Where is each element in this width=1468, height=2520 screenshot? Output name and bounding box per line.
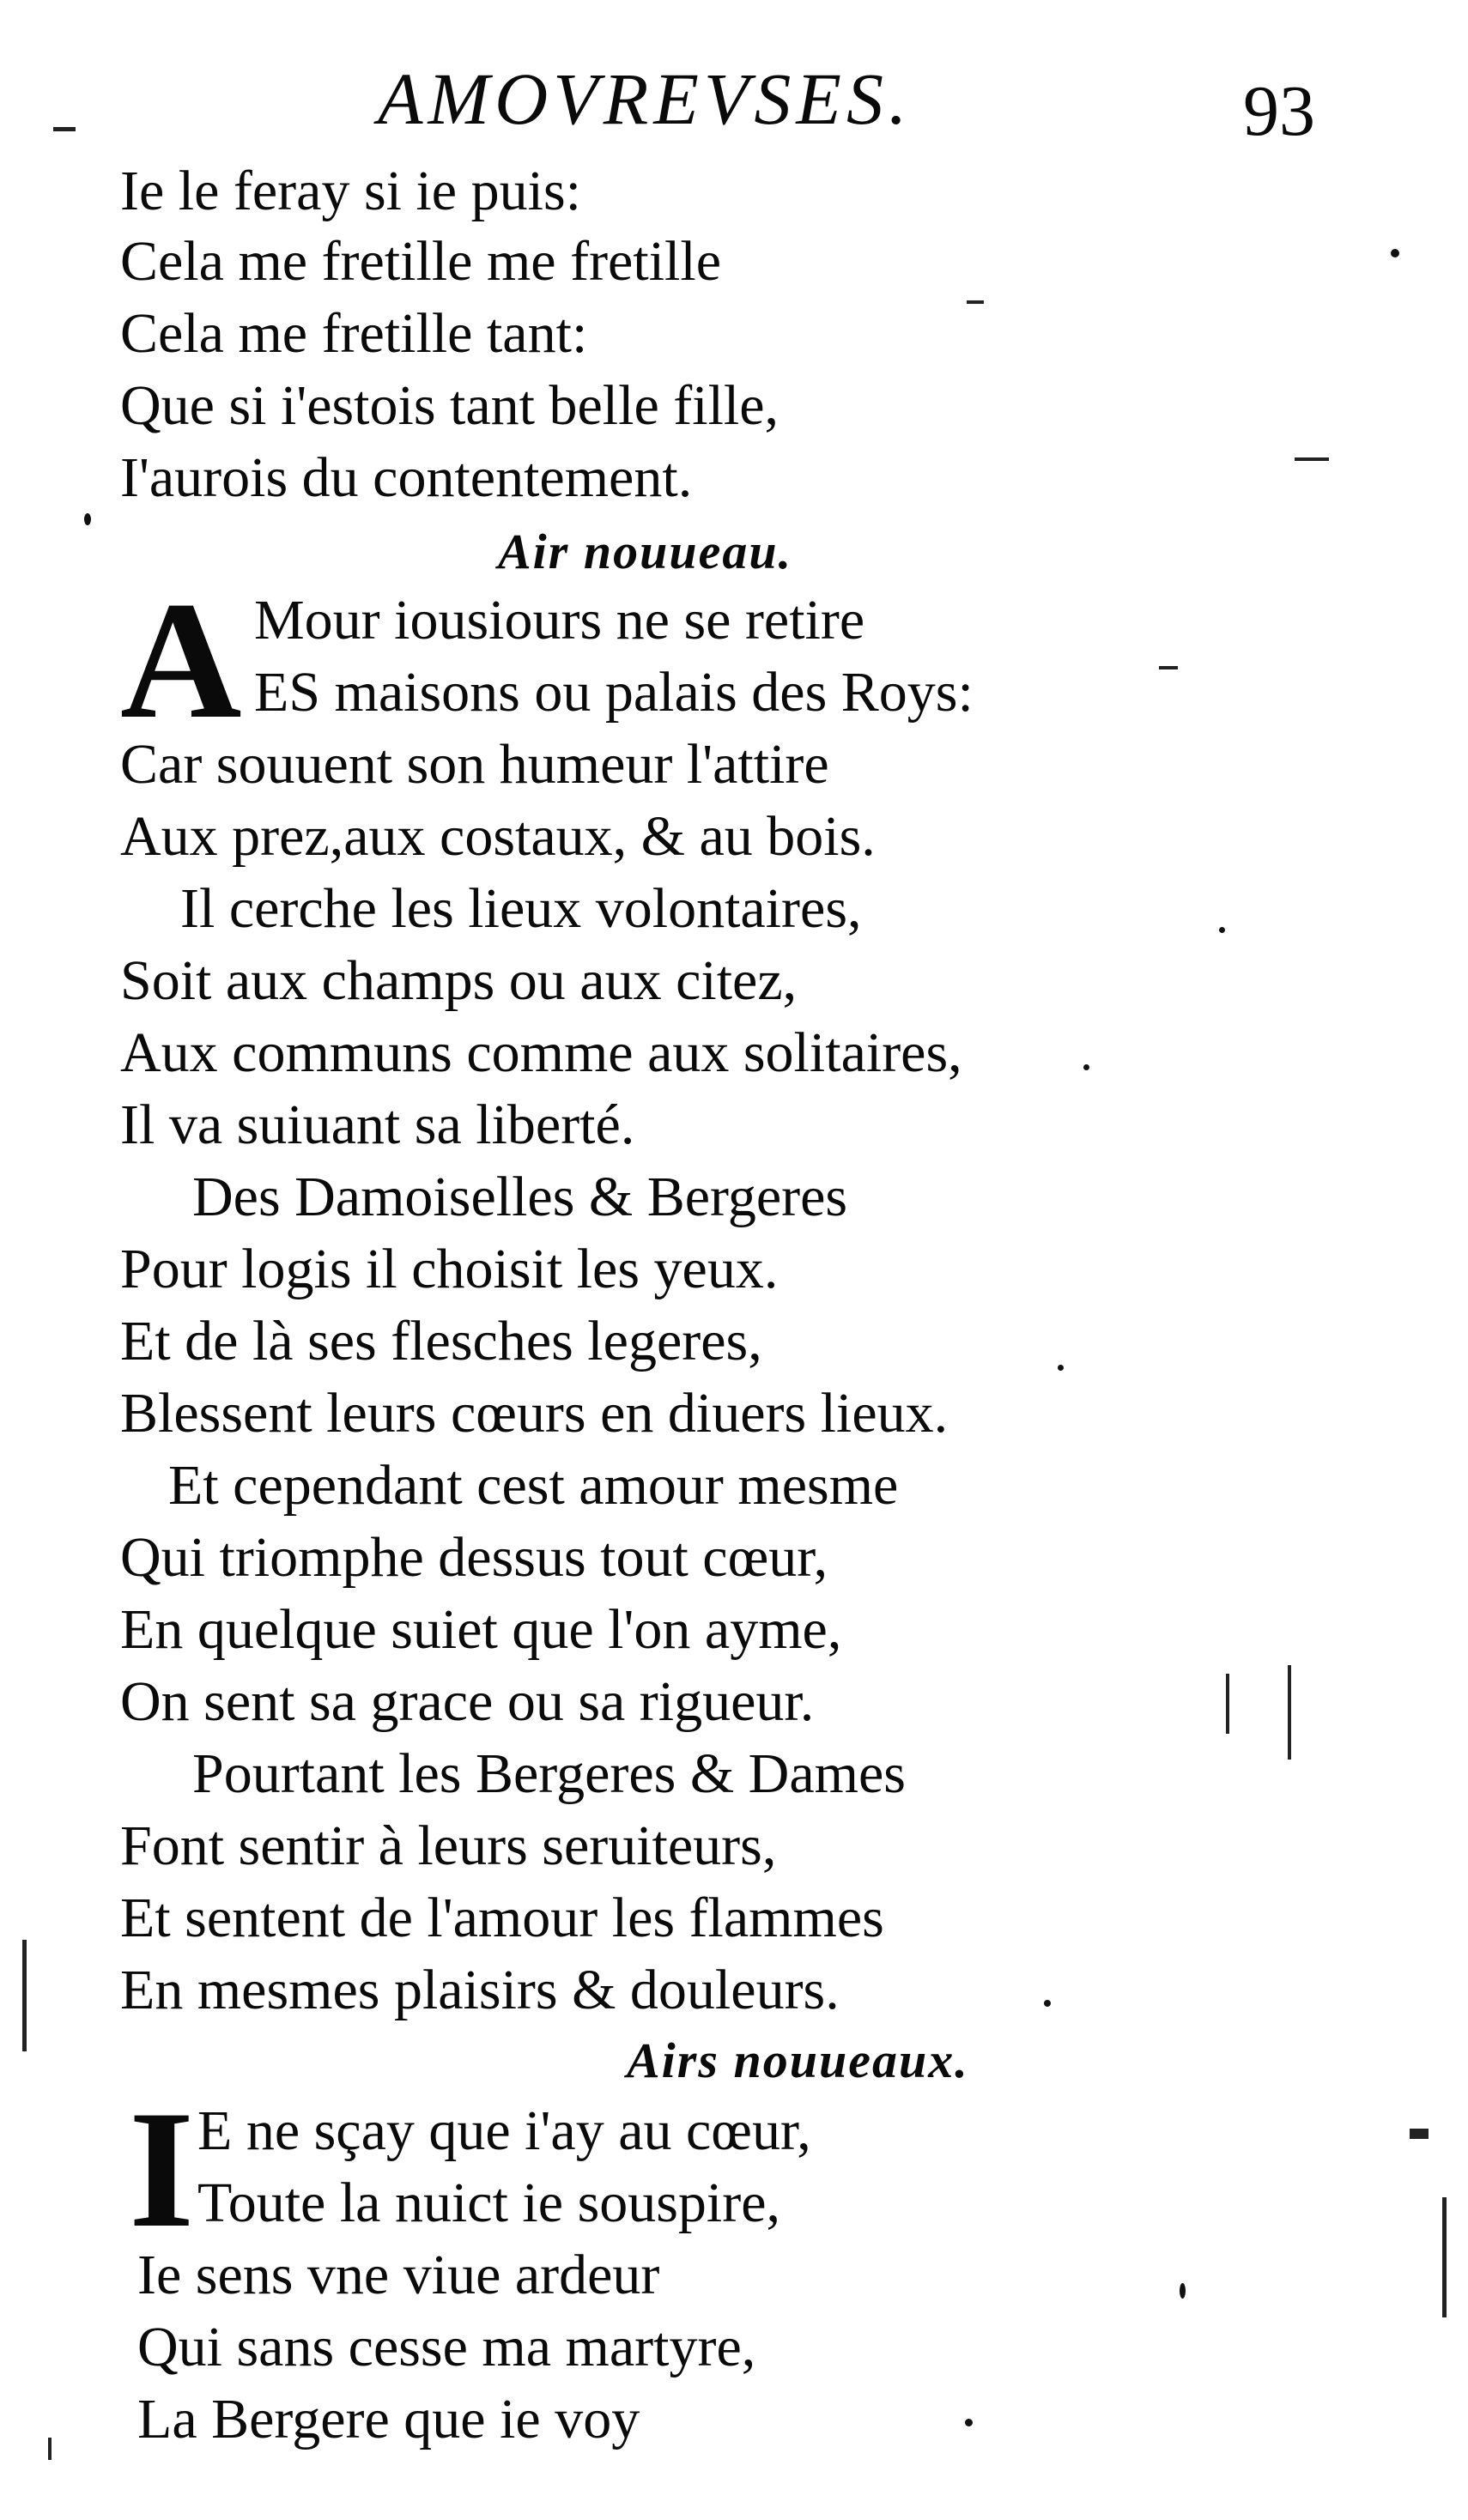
- text-line: ES maisons ou palais des Roys:: [254, 661, 974, 724]
- text-line: La Bergere que ie voy: [137, 2388, 640, 2450]
- text-line: Qui sans cesse ma martyre,: [137, 2316, 756, 2378]
- section-heading: Air nouueau.: [498, 524, 793, 579]
- text-line: On sent sa grace ou sa rigueur.: [120, 1670, 815, 1733]
- running-head: AMOVREVSES.: [378, 58, 913, 140]
- scan-artifact: [84, 513, 91, 525]
- text-line: Et cependant cest amour mesme: [168, 1454, 899, 1517]
- text-line: Il cerche les lieux volontaires,: [180, 877, 862, 940]
- scan-artifact: [1180, 2283, 1186, 2299]
- text-line: Aux communs comme aux solitaires,: [120, 1021, 962, 1084]
- text-line: Il va suiuant sa liberté.: [120, 1093, 635, 1156]
- text-line: Et de là ses flesches legeres,: [120, 1310, 762, 1372]
- text-line: Des Damoiselles & Bergeres: [192, 1166, 848, 1228]
- text-line: E ne sçay que i'ay au cœur,: [197, 2099, 811, 2162]
- text-line: Toute la nuict ie souspire,: [197, 2172, 781, 2234]
- drop-cap-letter: A: [120, 567, 242, 754]
- scan-artifact: [1159, 666, 1178, 669]
- text-line: Cela me fretille me fretille: [120, 230, 721, 293]
- text-line: Pour logis il choisit les yeux.: [120, 1238, 779, 1300]
- text-line: Cela me fretille tant:: [120, 302, 588, 365]
- scan-artifact: [1083, 1064, 1089, 1070]
- drop-cap-letter: I: [129, 2076, 195, 2263]
- scan-artifact: [967, 300, 984, 304]
- scan-artifact: [1442, 2197, 1447, 2317]
- text-line: Qui triomphe dessus tout cœur,: [120, 1526, 828, 1589]
- text-line: Ie le feray si ie puis:: [120, 160, 581, 222]
- text-line: Soit aux champs ou aux citez,: [120, 949, 798, 1012]
- text-line: Font sentir à leurs seruiteurs,: [120, 1814, 777, 1877]
- text-line: Blessent leurs cœurs en diuers lieux.: [120, 1382, 949, 1445]
- text-line: Mour iousiours ne se retire: [254, 589, 865, 651]
- text-line: En mesmes plaisirs & douleurs.: [120, 1959, 840, 2021]
- section-heading: Airs nouueaux.: [627, 2032, 969, 2088]
- text-line: Ie sens vne viue ardeur: [137, 2244, 660, 2306]
- text-line: Et sentent de l'amour les flammes: [120, 1887, 884, 1949]
- page-number: 93: [1243, 71, 1315, 151]
- text-line: En quelque suiet que l'on ayme,: [120, 1598, 842, 1661]
- text-line: Que si i'estois tant belle fille,: [120, 374, 779, 437]
- text-line: Car souuent son humeur l'attire: [120, 733, 829, 796]
- scan-artifact: [1295, 457, 1329, 461]
- scan-artifact: [1410, 2129, 1429, 2139]
- scan-artifact: [1226, 1674, 1229, 1734]
- scan-artifact: [965, 2419, 973, 2426]
- scan-artifact: [1288, 1665, 1291, 1760]
- scan-artifact: [1044, 2000, 1051, 2007]
- scan-artifact: [1219, 927, 1225, 933]
- scan-artifact: [1058, 1365, 1064, 1371]
- text-line: I'aurois du contentement.: [120, 446, 693, 509]
- scan-artifact: [53, 127, 76, 131]
- scan-artifact: [48, 2438, 52, 2460]
- text-line: Aux prez,aux costaux, & au bois.: [120, 805, 876, 868]
- text-line: Pourtant les Bergeres & Dames: [192, 1742, 906, 1805]
- scan-artifact: [1391, 249, 1399, 257]
- scan-artifact: [22, 1940, 27, 2051]
